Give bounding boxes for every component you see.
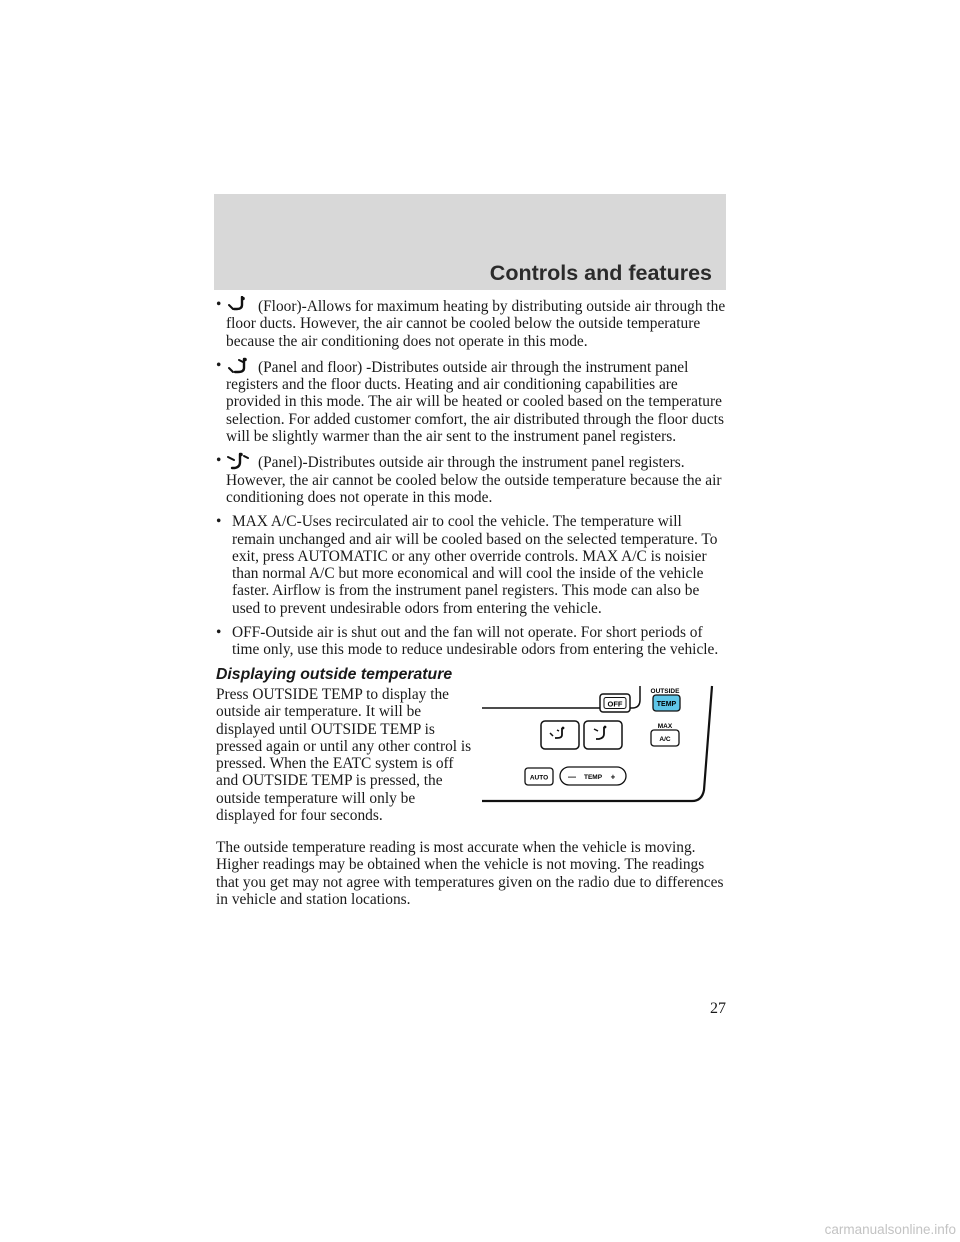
page-content [216, 296, 728, 908]
auto-label: AUTO [529, 774, 549, 782]
outside-temp-button[interactable] [653, 695, 680, 711]
max-label: MAX [657, 722, 673, 730]
bullet-panel-floor [216, 357, 728, 445]
bullet-text: OFF-Outside air is shut out and the fan will not operate. For short periods of time only, use this mode to reduce undesirable odors from entering the vehicle. [232, 624, 719, 659]
bullet-text: MAX A/C-Uses recirculated air to cool the vehicle. The temperature will remain unchanged and air will be cooled based on the selected temperature. To exit, press AUTOMATIC or any other override controls. MAX A/C is noisier than normal A/C but more economical and will cool the inside of the vehicle faster. Airflow is from the instrument panel registers. This mode can also be used to prevent undesirable odors from entering the vehicle. [232, 513, 718, 617]
climate-control-panel-figure [480, 682, 730, 808]
floor-mode-icon [562, 727, 565, 730]
bullet-dot: • [216, 513, 222, 531]
bullet-dot: • [216, 356, 222, 374]
bullet-text: (Floor)-Allows for maximum heating by distributing outside air through the floor ducts. However, the air cannot be cooled below the outside temperature because the air conditioning does not operate in this mode. [226, 298, 726, 350]
bullet-text: (Panel)-Distributes outside air through the instrument panel registers. However, the air cannot be cooled below the outside temperature because the air conditioning does not operate in this mode. [226, 454, 722, 506]
panel-mode-button[interactable] [584, 721, 622, 749]
page-title: Controls and features [489, 261, 712, 285]
outside-temp-section [216, 686, 728, 836]
bullet-off [216, 624, 728, 659]
bullet-dot: • [216, 296, 222, 313]
bullet-panel [216, 452, 728, 506]
panel-mode-icon [604, 726, 607, 729]
bullet-dot: • [216, 452, 222, 470]
section-heading: Displaying outside temperature [216, 665, 453, 683]
closing-paragraph: The outside temperature reading is most accurate when the vehicle is moving. Higher readings may be obtained when the vehicle is not moving. The readings that you get may not agree with temperatures given on the radio due to differences in vehicle and station locations. [216, 838, 724, 908]
page-number: 27 [710, 1000, 726, 1017]
floor-mode-button[interactable] [541, 721, 579, 749]
temp-minus: — [568, 772, 576, 782]
outside-label: OUTSIDE [650, 687, 680, 695]
bullet-text: (Panel and floor) -Distributes outside air through the instrument panel registers and the floor ducts. Heating and air conditioning capabilities are provided in this mode. The air will be heated or cooled based on the temperature selection. For added customer comfort, the air distributed through the floor ducts will be slightly warmer than the air sent to the instrument panel registers. [226, 358, 724, 446]
temp-label: TEMP [656, 700, 677, 708]
bullet-dot: • [216, 624, 222, 642]
ac-label: A/C [659, 735, 671, 743]
panel-floor-vent-icon [226, 357, 252, 375]
auto-button[interactable] [525, 768, 553, 785]
header-band [214, 194, 726, 290]
watermark: carmanualsonline.info [824, 1222, 956, 1237]
temp-plus: + [610, 772, 616, 782]
floor-vent-icon [226, 296, 252, 314]
bullet-floor [216, 296, 728, 350]
section-body: Press OUTSIDE TEMP to display the outside air temperature. It will be displayed until OUTSIDE TEMP is pressed again or until any other control is pressed. When the EATC system is off and OUTSIDE TEMP is pressed, the outside temperature will only be displayed for four seconds. [216, 685, 472, 825]
off-button[interactable] [600, 694, 630, 712]
max-ac-button[interactable] [651, 730, 679, 746]
panel-vent-icon [226, 452, 252, 470]
off-label: OFF [607, 699, 623, 709]
bullet-max-ac [216, 513, 728, 617]
temp-center-label: TEMP [583, 773, 603, 781]
temp-rocker-button[interactable] [560, 767, 626, 785]
